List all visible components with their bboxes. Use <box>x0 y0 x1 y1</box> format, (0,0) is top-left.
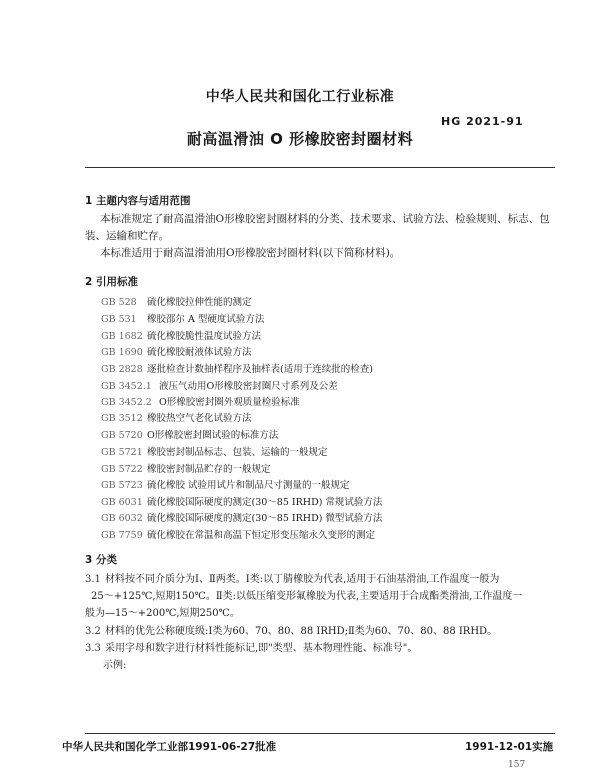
reference-code: GB 5721 <box>101 447 143 458</box>
document-title: 耐高温滑油 O 形橡胶密封圈材料 <box>186 130 414 148</box>
reference-code: GB 5723 <box>101 480 143 491</box>
reference-code: GB 3512 <box>101 413 143 424</box>
reference-code: GB 7759 <box>101 530 143 541</box>
reference-title: 液压气动用O形橡胶密封圈尺寸系列及公差 <box>159 381 338 392</box>
clause-3-1-line1 <box>85 571 560 588</box>
reference-item <box>101 344 571 358</box>
reference-code: GB 6031 <box>101 497 143 508</box>
section-1-para1-line1: 本标准规定了耐高温滑油O形橡胶密封圈材料的分类、技术要求、试验方法、检验规则、标志、包 <box>100 213 550 225</box>
reference-item <box>101 361 571 375</box>
reference-code: GB 5722 <box>101 464 143 475</box>
clause-3-3 <box>85 640 560 657</box>
reference-item <box>101 444 571 458</box>
reference-item <box>101 328 571 342</box>
reference-title: 硫化橡胶国际硬度的测定(30～85 IRHD) 常规试验方法 <box>147 497 383 508</box>
reference-title: 硫化橡胶耐液体试验方法 <box>147 347 252 358</box>
clause-3-1-line2: 25～+125℃,短期150℃。Ⅱ类:以低压缩变形氟橡胶为代表,主要适用于合成酯类滑油,工作温度一 <box>91 591 523 602</box>
reference-code: GB 528 <box>101 297 137 308</box>
clause-number: 3.2 <box>85 626 101 637</box>
reference-item <box>101 410 571 424</box>
clause-number: 3.3 <box>85 643 101 654</box>
section-1-para1-line2: 装、运输和贮存。 <box>85 230 169 242</box>
reference-title: 橡胶密封制品标志、包装、运输的一般规定 <box>147 447 328 458</box>
reference-item <box>101 461 571 475</box>
reference-code: GB 1682 <box>101 331 143 342</box>
effective-date: 1991-12-01实施 <box>465 741 554 753</box>
reference-code: GB 3452.2 <box>101 397 152 408</box>
clause-3-1-line3: 般为—15～+200℃,短期250℃。 <box>85 608 240 619</box>
standard-code: HG 2021-91 <box>441 115 524 128</box>
reference-title: O形橡胶密封圈试验的标准方法 <box>147 430 279 441</box>
section-3-heading: 3 分类 <box>85 554 117 566</box>
reference-item <box>101 527 571 541</box>
clause-text: 采用字母和数字进行材料性能标记,即"类型、基本物理性能、标准号"。 <box>105 643 418 654</box>
reference-title: 硫化橡胶拉伸性能的测定 <box>147 297 252 308</box>
clause-text: 材料按不同介质分为Ⅰ、Ⅱ两类。Ⅰ类:以丁腈橡胶为代表,适用于石油基滑油,工作温度一般为 <box>105 574 500 585</box>
reference-title: 橡胶邵尔 A 型硬度试验方法 <box>147 314 265 325</box>
footer-divider <box>85 733 555 734</box>
standard-title: 中华人民共和国化工行业标准 <box>205 89 395 105</box>
reference-item <box>101 510 571 524</box>
reference-code: GB 531 <box>101 314 137 325</box>
reference-code: GB 2828 <box>101 364 143 375</box>
approval-date: 中华人民共和国化学工业部1991-06-27批准 <box>62 741 277 753</box>
reference-code: GB 6032 <box>101 513 143 524</box>
reference-title: 硫化橡胶国际硬度的测定(30～85 IRHD) 微型试验方法 <box>147 513 383 524</box>
reference-title: 硫化橡胶在常温和高温下恒定形变压缩永久变形的测定 <box>147 530 376 541</box>
reference-item <box>101 311 571 325</box>
example-label: 示例: <box>103 660 127 671</box>
section-1-para2: 本标准适用于耐高温滑油用O形橡胶密封圈材料(以下简称材料)。 <box>100 247 401 259</box>
header-divider <box>85 167 555 168</box>
reference-title: 硫化橡胶 试验用试片和制品尺寸测量的一般规定 <box>147 480 350 491</box>
reference-title: 硫化橡胶脆性温度试验方法 <box>147 331 262 342</box>
reference-code: GB 1690 <box>101 347 143 358</box>
clause-3-2 <box>85 623 560 640</box>
section-2-heading: 2 引用标准 <box>85 276 138 288</box>
page-number: 157 <box>508 760 526 770</box>
reference-title: O形橡胶密封圈外观质量检验标准 <box>159 397 300 408</box>
reference-code: GB 3452.1 <box>101 381 152 392</box>
reference-title: 橡胶热空气老化试验方法 <box>147 413 252 424</box>
reference-item <box>101 294 571 308</box>
reference-item <box>101 378 571 392</box>
reference-title: 逐批检查计数抽样程序及抽样表(适用于连续批的检查) <box>147 364 373 375</box>
reference-item <box>101 477 571 491</box>
reference-title: 橡胶密封制品贮存的一般规定 <box>147 464 271 475</box>
clause-number: 3.1 <box>85 574 101 585</box>
section-1-heading: 1 主题内容与适用范围 <box>85 195 191 207</box>
clause-text: 材料的优先公称硬度级:Ⅰ类为60、70、80、88 IRHD;Ⅱ类为60、70、80、88 IRHD。 <box>105 626 498 637</box>
reference-item <box>101 427 571 441</box>
reference-item <box>101 494 571 508</box>
reference-code: GB 5720 <box>101 430 143 441</box>
reference-item <box>101 394 571 408</box>
